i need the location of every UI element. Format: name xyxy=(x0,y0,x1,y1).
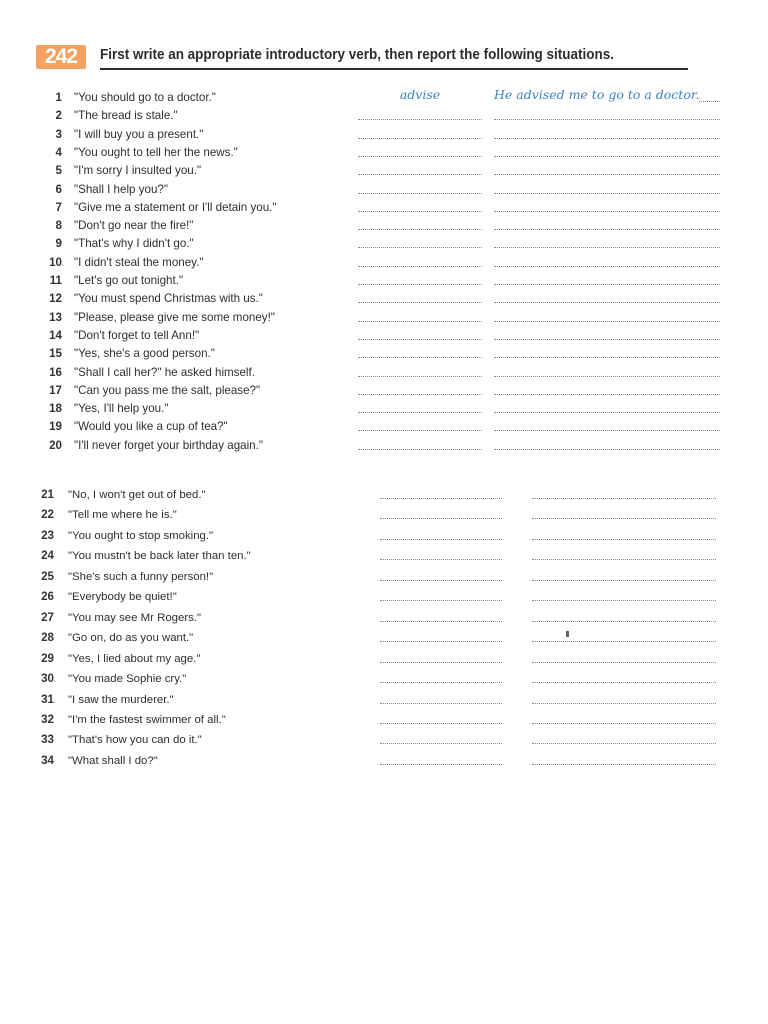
item-sentence: "Please, please give me some money!" xyxy=(74,310,275,324)
item-number: 29 xyxy=(41,651,54,665)
item-sentence: "You mustn't be back later than ten." xyxy=(68,550,251,563)
report-blank[interactable] xyxy=(532,498,716,499)
item-number: 16 xyxy=(49,365,62,379)
exercise-item xyxy=(0,310,768,326)
item-sentence: "Yes, I'll help you." xyxy=(74,402,169,416)
verb-blank[interactable] xyxy=(380,641,502,642)
item-number: 25 xyxy=(41,569,54,583)
verb-blank[interactable] xyxy=(358,339,482,340)
item-sentence: "You should go to a doctor." xyxy=(74,91,216,104)
report-blank[interactable] xyxy=(532,703,716,704)
item-number: 27 xyxy=(41,610,54,624)
item-sentence: "You must spend Christmas with us." xyxy=(74,292,263,306)
exercise-item xyxy=(0,671,768,687)
exercise-item xyxy=(0,273,768,289)
exercise-item xyxy=(0,182,768,198)
verb-blank[interactable] xyxy=(380,703,502,704)
exercise-header xyxy=(36,44,696,74)
report-blank[interactable] xyxy=(494,430,720,431)
item-sentence: "I'm sorry I insulted you." xyxy=(74,164,202,178)
item-number: 3 xyxy=(55,127,62,141)
item-number: 4 xyxy=(55,145,62,159)
item-number: 33 xyxy=(41,733,54,747)
report-blank[interactable] xyxy=(494,156,720,157)
verb-blank[interactable] xyxy=(380,723,502,724)
item-sentence: "Shall I help you?" xyxy=(74,182,168,196)
item-sentence: "Let's go out tonight." xyxy=(74,274,184,287)
report-blank[interactable] xyxy=(532,682,716,683)
exercise-item xyxy=(0,630,768,646)
item-sentence: "The bread is stale." xyxy=(74,109,178,123)
exercise-item xyxy=(0,569,768,585)
item-number: 14 xyxy=(49,328,62,342)
exercise-item xyxy=(0,255,768,271)
verb-blank[interactable] xyxy=(380,621,502,622)
item-number: 10 xyxy=(49,255,62,269)
exercise-item xyxy=(0,383,768,399)
report-blank[interactable] xyxy=(532,723,716,724)
verb-blank[interactable] xyxy=(358,412,482,413)
item-sentence: "That's how you can do it." xyxy=(68,734,202,747)
verb-blank[interactable] xyxy=(358,376,482,377)
exercise-item xyxy=(0,163,768,179)
report-blank[interactable] xyxy=(494,449,720,450)
item-number: 18 xyxy=(49,402,62,416)
verb-blank[interactable] xyxy=(358,321,482,322)
item-sentence: "Can you pass me the salt, please?" xyxy=(74,383,261,397)
item-sentence: "Go on, do as you want." xyxy=(68,632,194,645)
item-sentence: "Yes, I lied about my age." xyxy=(68,652,201,665)
verb-blank[interactable] xyxy=(380,743,502,744)
item-number: 26 xyxy=(41,590,54,604)
verb-blank[interactable] xyxy=(380,682,502,683)
report-blank[interactable] xyxy=(494,339,720,340)
report-blank[interactable] xyxy=(532,743,716,744)
item-number: 23 xyxy=(41,528,54,542)
report-blank[interactable] xyxy=(532,641,716,642)
item-sentence: "I'll never forget your birthday again." xyxy=(74,438,263,452)
item-sentence: "Yes, she's a good person." xyxy=(74,347,215,361)
item-number: 1 xyxy=(55,91,62,104)
header-underline xyxy=(100,68,688,70)
verb-blank[interactable] xyxy=(358,357,482,358)
item-number: 22 xyxy=(41,508,54,522)
verb-blank[interactable] xyxy=(358,284,482,285)
verb-blank[interactable] xyxy=(358,449,482,450)
exercise-number-badge: 242 xyxy=(36,45,86,69)
verb-blank[interactable] xyxy=(358,247,482,248)
exercise-item xyxy=(0,218,768,234)
verb-blank[interactable] xyxy=(358,211,482,212)
example-report-answer: He advised me to go to a doctor. xyxy=(494,87,700,102)
report-blank[interactable] xyxy=(494,266,720,267)
item-number: 11 xyxy=(49,274,62,287)
verb-blank[interactable] xyxy=(380,580,502,581)
report-blank[interactable] xyxy=(494,394,720,395)
verb-blank[interactable] xyxy=(358,138,482,139)
item-number: 34 xyxy=(41,753,54,767)
item-number: 9 xyxy=(55,237,62,251)
verb-blank[interactable] xyxy=(358,156,482,157)
verb-blank[interactable] xyxy=(380,539,502,540)
item-sentence: "Shall I call her?" he asked himself. xyxy=(74,365,255,379)
report-blank[interactable] xyxy=(532,662,716,663)
verb-blank[interactable] xyxy=(358,430,482,431)
item-number: 13 xyxy=(49,310,62,324)
item-number: 7 xyxy=(55,200,62,214)
verb-blank[interactable] xyxy=(358,394,482,395)
verb-blank[interactable] xyxy=(380,518,502,519)
item-number: 15 xyxy=(49,347,62,361)
item-sentence: "You ought to stop smoking." xyxy=(68,529,214,542)
item-sentence: "No, I won't get out of bed." xyxy=(68,489,206,501)
report-blank[interactable] xyxy=(494,376,720,377)
verb-blank[interactable] xyxy=(358,266,482,267)
exercise-item xyxy=(0,438,768,454)
report-blank[interactable] xyxy=(532,600,716,601)
report-blank[interactable] xyxy=(532,580,716,581)
exercise-item xyxy=(0,328,768,344)
exercise-item xyxy=(0,753,768,769)
report-blank[interactable] xyxy=(494,138,720,139)
verb-blank[interactable] xyxy=(380,764,502,765)
item-number: 6 xyxy=(55,182,62,196)
exercise-item xyxy=(0,236,768,252)
exercise-item xyxy=(0,291,768,307)
item-sentence: "Tell me where he is." xyxy=(68,509,177,522)
verb-blank[interactable] xyxy=(380,559,502,560)
exercise-item xyxy=(0,365,768,381)
item-sentence: "That's why I didn't go." xyxy=(74,237,194,251)
item-sentence: "Everybody be quiet!" xyxy=(68,591,177,604)
item-number: 31 xyxy=(41,692,54,706)
item-sentence: "Would you like a cup of tea?" xyxy=(74,420,228,434)
example-verb-answer: advise xyxy=(358,87,482,103)
report-blank[interactable] xyxy=(494,247,720,248)
report-blank[interactable] xyxy=(532,764,716,765)
report-blank[interactable] xyxy=(532,621,716,622)
report-blank[interactable] xyxy=(494,119,720,120)
report-blank[interactable] xyxy=(532,559,716,560)
item-number: 32 xyxy=(41,712,54,726)
item-number: 24 xyxy=(41,549,54,563)
exercise-item xyxy=(0,419,768,435)
verb-blank[interactable] xyxy=(380,662,502,663)
item-number: 30 xyxy=(41,672,54,686)
report-blank[interactable] xyxy=(532,539,716,540)
report-blank[interactable] xyxy=(494,174,720,175)
verb-blank[interactable] xyxy=(358,302,482,303)
item-sentence: "You ought to tell her the news." xyxy=(74,145,238,159)
exercise-item xyxy=(0,401,768,417)
verb-blank[interactable] xyxy=(358,229,482,230)
verb-blank[interactable] xyxy=(358,193,482,194)
item-number: 19 xyxy=(49,420,62,434)
item-number: 21 xyxy=(41,488,54,501)
item-sentence: "Give me a statement or I'll detain you." xyxy=(74,200,277,214)
item-sentence: "What shall I do?" xyxy=(68,754,158,767)
exercise-item xyxy=(0,528,768,544)
item-sentence: "Don't go near the fire!" xyxy=(74,219,194,233)
item-number: 8 xyxy=(55,219,62,233)
exercise-item xyxy=(0,732,768,748)
exercise-item xyxy=(0,127,768,143)
report-blank[interactable] xyxy=(494,229,720,230)
exercise-item xyxy=(0,692,768,708)
item-sentence: "I didn't steal the money." xyxy=(74,255,204,269)
exercise-item xyxy=(0,108,768,124)
exercise-item xyxy=(0,712,768,728)
exercise-item xyxy=(0,87,768,106)
report-blank[interactable] xyxy=(494,284,720,285)
exercise-item xyxy=(0,346,768,362)
verb-blank[interactable] xyxy=(358,119,482,120)
exercise-item xyxy=(0,548,768,564)
exercise-item xyxy=(0,507,768,523)
item-number: 2 xyxy=(55,109,62,123)
exercise-item xyxy=(0,589,768,605)
report-blank[interactable] xyxy=(494,302,720,303)
exercise-item xyxy=(0,651,768,667)
exercise-instructions: First write an appropriate introductory verb, then report the following situations. xyxy=(100,47,614,63)
item-sentence: "You made Sophie cry." xyxy=(68,673,187,686)
item-sentence: "She's such a funny person!" xyxy=(68,570,214,583)
exercise-item xyxy=(0,145,768,161)
stray-mark xyxy=(566,631,569,637)
item-number: 5 xyxy=(55,164,62,178)
report-blank[interactable] xyxy=(494,357,720,358)
verb-blank[interactable] xyxy=(358,174,482,175)
report-blank[interactable] xyxy=(494,211,720,212)
report-blank[interactable] xyxy=(494,321,720,322)
item-number: 12 xyxy=(49,292,62,306)
verb-blank[interactable] xyxy=(380,600,502,601)
item-number: 17 xyxy=(49,383,62,397)
exercise-item xyxy=(0,487,768,503)
exercise-item xyxy=(0,610,768,626)
verb-blank[interactable] xyxy=(380,498,502,499)
item-sentence: "You may see Mr Rogers." xyxy=(68,611,202,624)
item-sentence: "Don't forget to tell Ann!" xyxy=(74,328,200,342)
report-blank[interactable] xyxy=(532,518,716,519)
exercise-item xyxy=(0,200,768,216)
item-number: 20 xyxy=(49,438,62,452)
item-sentence: "I'm the fastest swimmer of all." xyxy=(68,713,226,726)
item-number: 28 xyxy=(41,631,54,645)
item-sentence: "I will buy you a present." xyxy=(74,127,204,141)
item-sentence: "I saw the murderer." xyxy=(68,693,174,706)
report-blank[interactable] xyxy=(494,412,720,413)
report-blank[interactable] xyxy=(494,193,720,194)
